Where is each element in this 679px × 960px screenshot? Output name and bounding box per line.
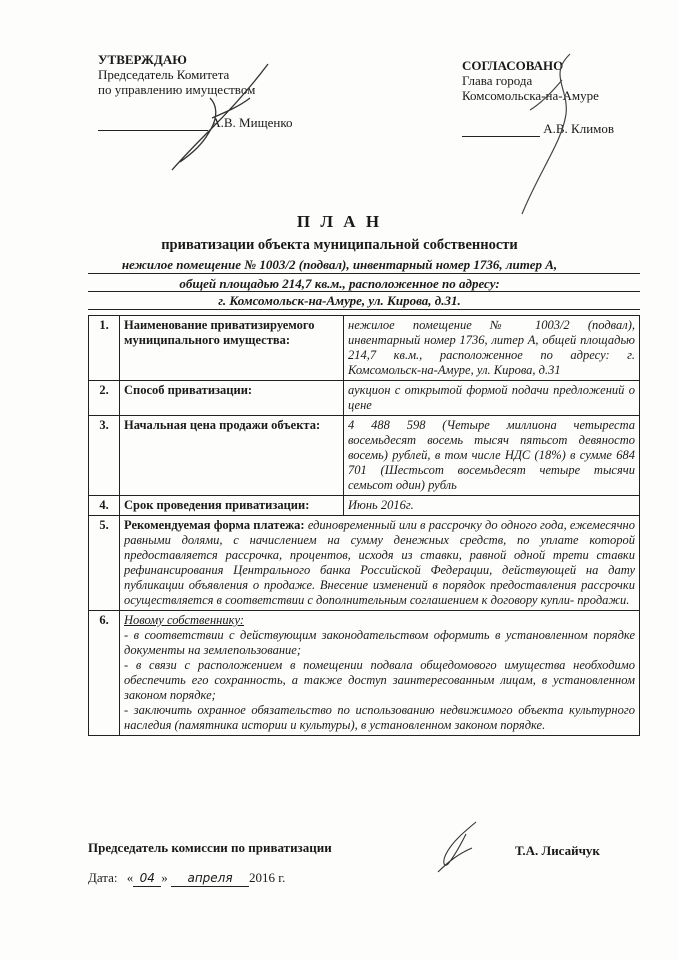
agree-name: А.В. Климов — [543, 121, 615, 136]
date-year: 2016 г. — [249, 870, 286, 885]
object-line-1: нежилое помещение № 1003/2 (подвал), инвентарный номер 1736, литер А, — [121, 257, 558, 272]
agree-signature — [500, 50, 590, 220]
new-owner-cell — [120, 611, 640, 736]
row-number: 3. — [89, 416, 120, 496]
chair-name: Т.А. Лисайчук — [515, 843, 600, 858]
approve-name: А.В. Мищенко — [211, 115, 293, 130]
table-row — [89, 496, 640, 516]
new-owner-item: - заключить охранное обязательство по использованию недвижимого объекта культурного наследия (памятника истории и культуры), в установленном законом порядке. — [124, 703, 635, 732]
date-month: апреля — [171, 871, 249, 887]
date-open-quote: « — [126, 870, 134, 885]
row-label: Срок проведения приватизации: — [120, 496, 344, 516]
approve-line1: Председатель Комитета — [98, 67, 230, 82]
table-row — [89, 381, 640, 416]
table-row — [89, 416, 640, 496]
new-owner-item: - в соответствии с действующим законодательством оформить в установленном порядке документы на землепользование; — [124, 628, 635, 657]
payment-form-text: единовременный или в рассрочку до одного года, ежемесячно равными долями, с начислением на сумму денежных средств, по уплате которой предоставляется рассрочка, процентов, исходя из ставки, равной одной трети ставки рефинансирования Центрального банка Российской Федерации, действующей на дату публикации объявления о продаже. Внесение изменений в порядок предоставления рассрочки осуществляется в соответствии с дополнительным соглашением к договору купли- продажи. — [124, 518, 636, 607]
date-line — [88, 870, 285, 887]
agree-line1: Глава города — [462, 73, 533, 88]
agree-line2: Комсомольска-на-Амуре — [462, 88, 599, 103]
row-label: Наименование приватизируемого муниципального имущества: — [120, 316, 344, 381]
row-number: 5. — [89, 516, 120, 611]
row-value: Июнь 2016г. — [344, 496, 640, 516]
row-value: нежилое помещение № 1003/2 (подвал), инвентарный номер 1736, литер А, общей площадью 214,7 кв.м., расположенное по адресу: г. Комсомольск-на-Амуре, ул. Кирова, д.31 — [344, 316, 640, 381]
row-label: Способ приватизации: — [120, 381, 344, 416]
row-label: Начальная цена продажи объекта: — [120, 416, 344, 496]
object-underline-3 — [88, 309, 640, 310]
row-value: аукцион с открытой формой подачи предложений о цене — [344, 381, 640, 416]
agree-heading: СОГЛАСОВАНО — [462, 58, 564, 73]
object-line-3: г. Комсомольск-на-Амуре, ул. Кирова, д.31. — [218, 293, 461, 308]
date-day: 04 — [133, 871, 161, 887]
row-number: 2. — [89, 381, 120, 416]
object-underline-1 — [88, 273, 640, 274]
payment-form-label: Рекомендуемая форма платежа: — [124, 518, 305, 532]
new-owner-intro: Новому собственнику: — [124, 613, 245, 627]
approve-line2: по управлению имуществом — [98, 82, 256, 97]
chair-signature — [418, 818, 488, 878]
object-line-2: общей площадью 214,7 кв.м., расположенное по адресу: — [179, 276, 500, 291]
row-number: 6. — [89, 611, 120, 736]
plan-title: П Л А Н — [296, 212, 383, 231]
date-close-quote: » — [161, 870, 168, 885]
approve-heading: УТВЕРЖДАЮ — [98, 52, 187, 67]
row-number: 4. — [89, 496, 120, 516]
row-value: 4 488 598 (Четыре миллиона четыреста восемьдесят восемь тысяч пятьсот девяносто восемь) рублей, в том числе НДС (18%) в сумме 684 701 (Шестьсот восемьдесят четыре тысячи семьсот один) рубль — [344, 416, 640, 496]
plan-subtitle: приватизации объекта муниципальной собственности — [161, 237, 518, 253]
new-owner-item: - в связи с расположением в помещении подвала общедомового имущества необходимо обеспечить его сохранность, а также доступ заинтересованным лицам, в установленном законом порядке; — [124, 658, 635, 702]
table-row — [89, 316, 640, 381]
approve-signature — [150, 58, 280, 178]
chair-label: Председатель комиссии по приватизации — [88, 840, 332, 855]
table-row — [89, 516, 640, 611]
table-row — [89, 611, 640, 736]
row-number: 1. — [89, 316, 120, 381]
payment-form-cell — [120, 516, 640, 611]
object-underline-2 — [88, 291, 640, 292]
plan-table — [88, 315, 640, 736]
date-label: Дата: — [88, 870, 118, 885]
